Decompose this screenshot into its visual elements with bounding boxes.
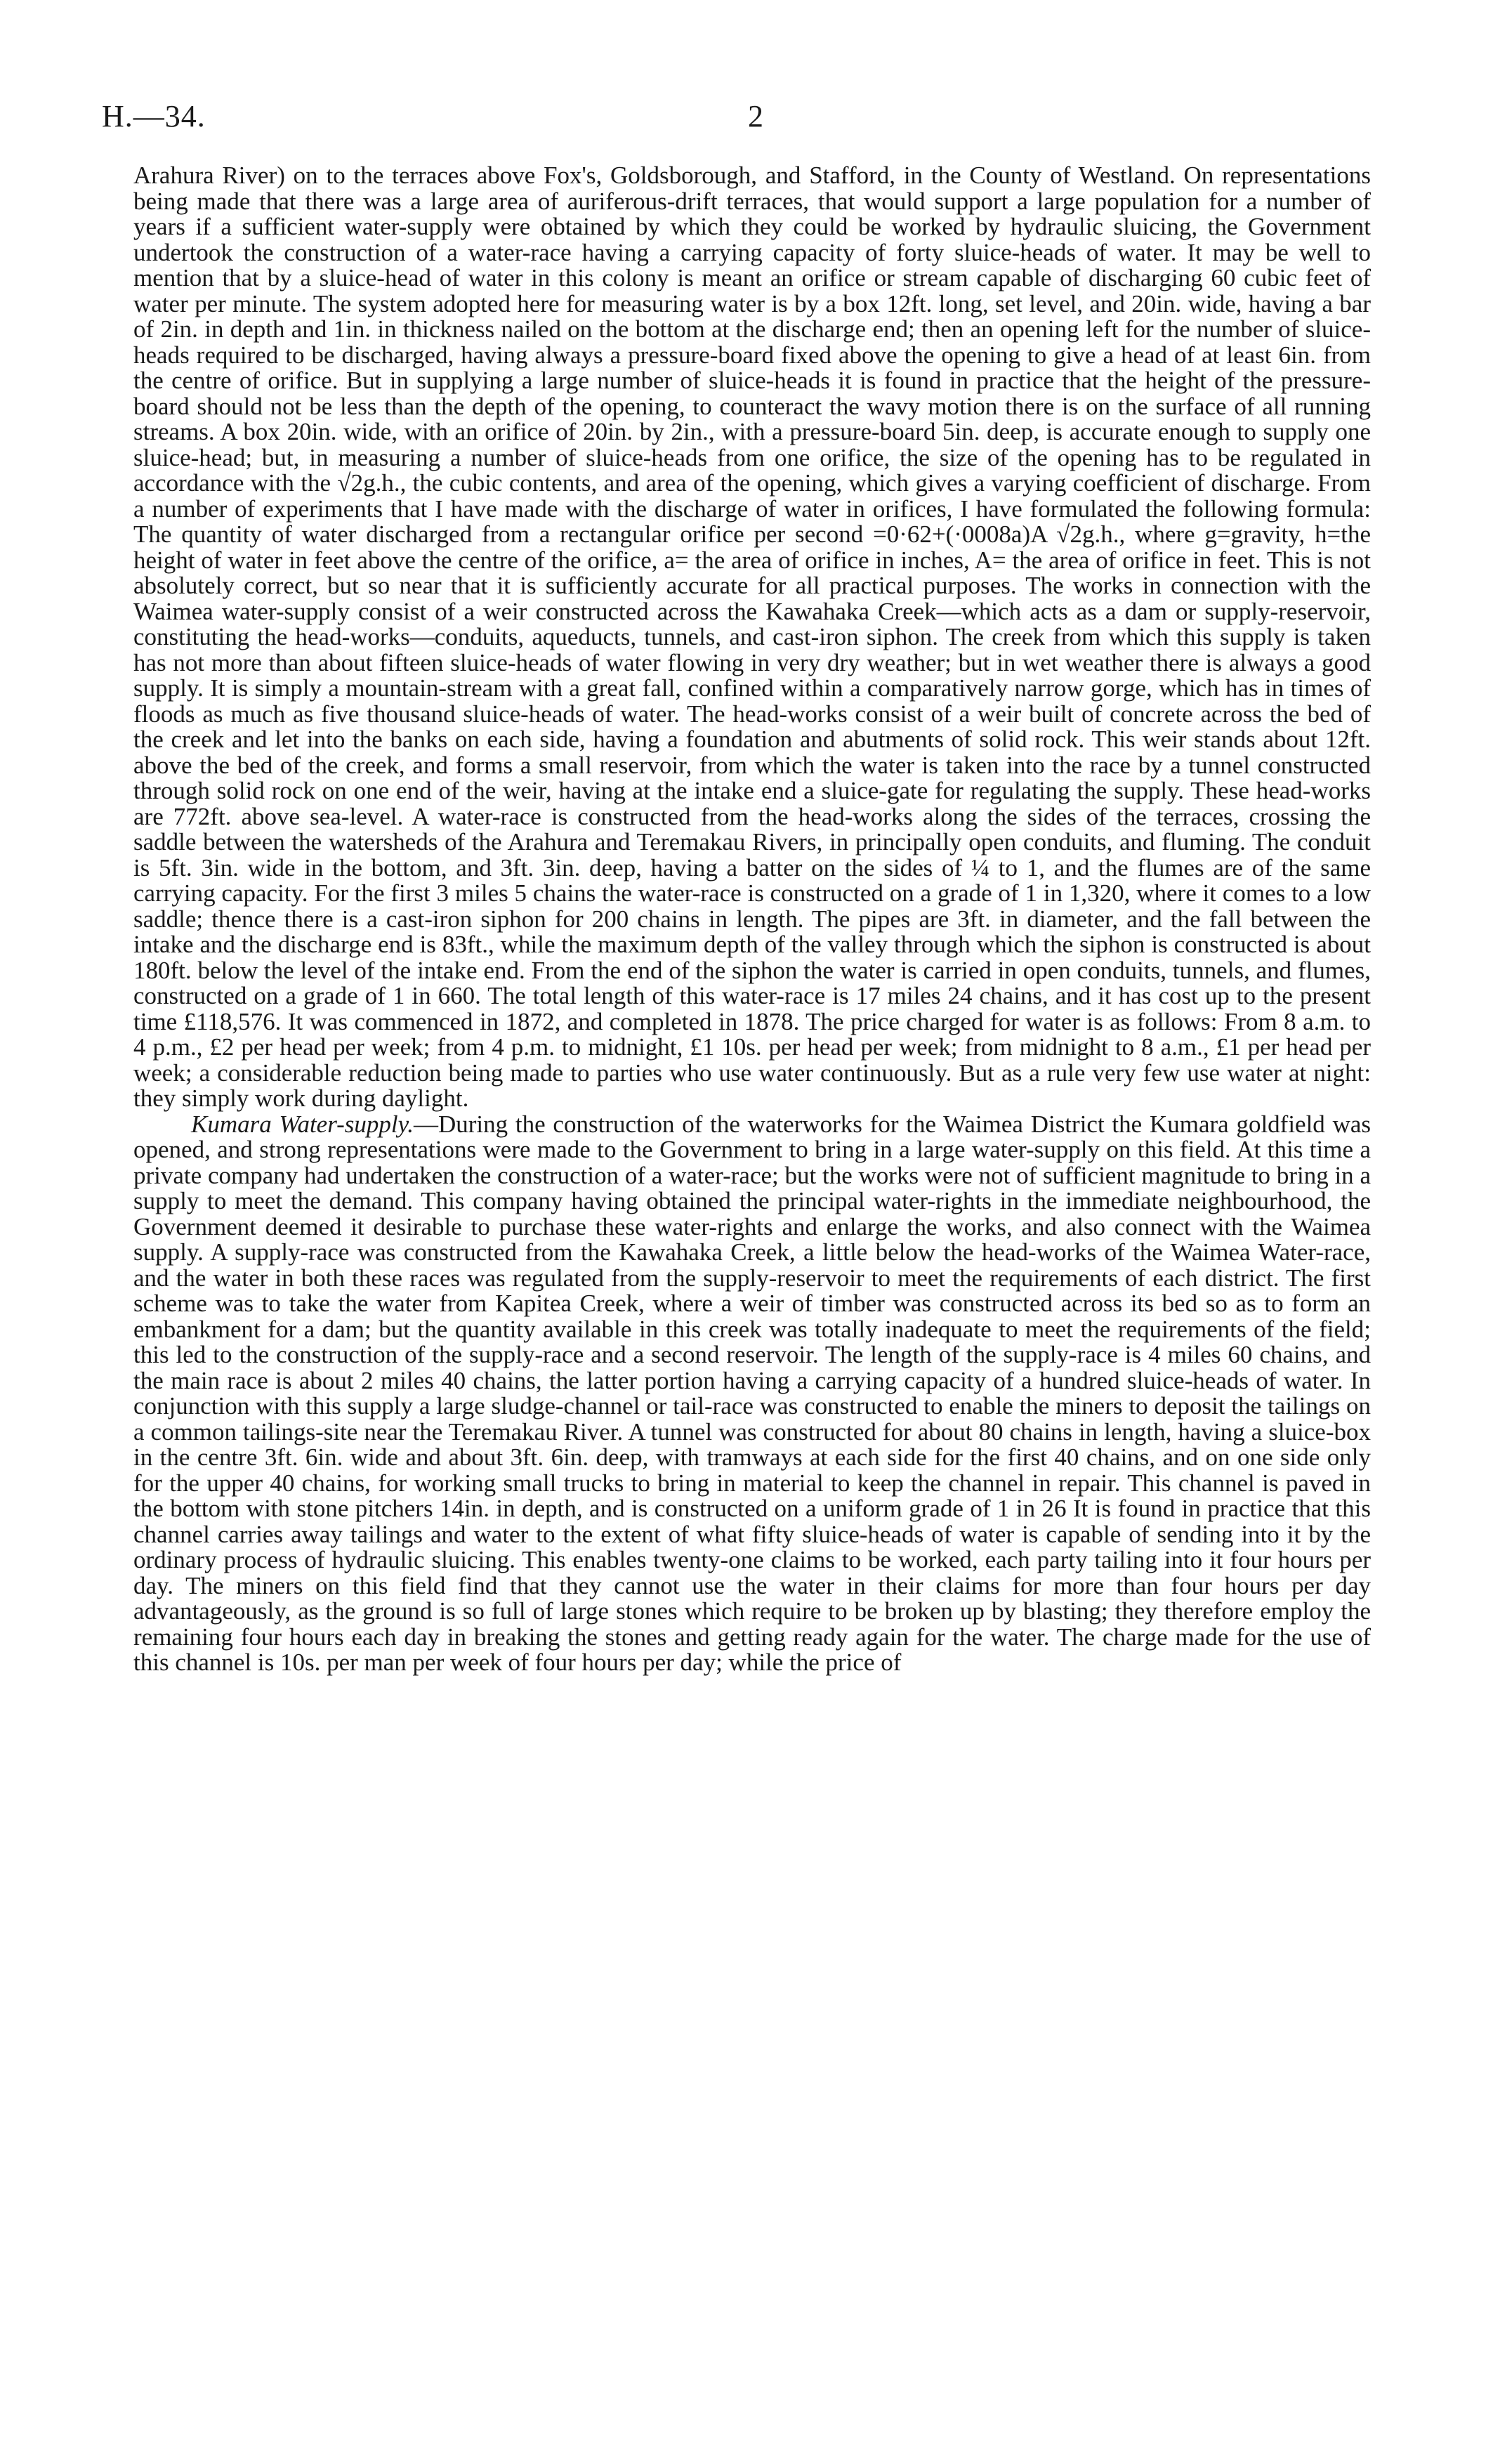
- page-header: [102, 98, 1373, 140]
- paragraph-text: —During the construction of the waterworks for the Waimea District the Kumara goldfield was opened, and strong representations were made to the Government to bring in a large water-supply on this field. At this time a private company had undertaken the construction of a water-race; but the works were not of sufficient magnitude to bring in a supply to meet the demand. This company having obtained the principal water-rights in the immediate neighbourhood, the Government deemed it desirable to purchase these water-rights and enlarge the works, and also connect with the Waimea supply. A supply-race was constructed from the Kawahaka Creek, a little below the head-works of the Waimea Water-race, and the water in both these races was regulated from the supply-reservoir to meet the requirements of each district. The first scheme was to take the water from Kapitea Creek, where a weir of timber was constructed across its bed so as to form an embankment for a dam; but the quantity available in this creek was totally inadequate to meet the requirements of the field; this led to the construction of the supply-race and a second reservoir. The length of the supply-race is 4 miles 60 chains, and the main race is about 2 miles 40 chains, the latter portion having a carrying capacity of a hundred sluice-heads of water. In conjunction with this supply a large sludge-channel or tail-race was constructed to enable the miners to deposit the tailings on a common tailings-site near the Teremakau River. A tunnel was constructed for about 80 chains in length, having a sluice-box in the centre 3ft. 6in. wide and about 3ft. 6in. deep, with tramways at each side for the first 40 chains, and on one side only for the upper 40 chains, for working small trucks to bring in material to keep the channel in repair. This channel is paved in the bottom with stone pitchers 14in. in depth, and is constructed on a uniform grade of 1 in 26 It is found in practice that this channel carries away tailings and water to the extent of what fifty sluice-heads of water is capable of sending into it by the ordinary process of hydraulic sluicing. This enables twenty-one claims to be worked, each party tailing into it four hours per day. The miners on this field find that they cannot use the water in their claims for more than four hours per day advantageously, as the ground is so full of large stones which require to be broken up by blasting; they therefore employ the remaining four hours each day in breaking the stones and getting ready again for the water. The charge made for the use of this channel is 10s. per man per week of four hours per day; while the price of: [133, 1110, 1371, 1676]
- document-id: H.—34.: [102, 99, 206, 133]
- page-number: 2: [748, 99, 763, 133]
- body-text: [133, 163, 1371, 1676]
- paragraph-kumara-water-supply: [133, 1112, 1371, 1676]
- paragraph-text: Arahura River) on to the terraces above Fox's, Goldsborough, and Stafford, in the County of Westland. On representations being made that there was a large area of auriferous-drift terraces, that would support a large population for a number of years if a sufficient water-supply were obtained by which they could be worked by hydraulic sluicing, the Government undertook the construction of a water-race having a carrying capacity of forty sluice-heads of water. It may be well to mention that by a sluice-head of water in this colony is meant an orifice or stream capable of discharging 60 cubic feet of water per minute. The system adopted here for measuring water is by a box 12ft. long, set level, and 20in. wide, having a bar of 2in. in depth and 1in. in thickness nailed on the bottom at the discharge end; then an opening left for the number of sluice-heads required to be discharged, having always a pressure-board fixed above the opening to give a head of at least 6in. from the centre of orifice. But in supplying a large number of sluice-heads it is found in practice that the height of the pressure-board should not be less than the depth of the opening, to counteract the wavy motion there is on the surface of all running streams. A box 20in. wide, with an orifice of 20in. by 2in., with a pressure-board 5in. deep, is accurate enough to supply one sluice-head; but, in measuring a number of sluice-heads from one orifice, the size of the opening has to be regulated in accordance with the √2g.h., the cubic contents, and area of the opening, which gives a varying coefficient of discharge. From a number of experiments that I have made with the discharge of water in orifices, I have formulated the following formula: The quantity of water discharged from a rectangular orifice per second =0·62+(·0008a)A √2g.h., where g=gravity, h=the height of water in feet above the centre of the orifice, a= the area of orifice in inches, A= the area of orifice in feet. This is not absolutely correct, but so near that it is sufficiently accurate for all practical purposes. The works in connection with the Waimea water-supply consist of a weir constructed across the Kawahaka Creek—which acts as a dam or supply-reservoir, constituting the head-works—conduits, aqueducts, tunnels, and cast-iron siphon. The creek from which this supply is taken has not more than about fifteen sluice-heads of water flowing in very dry weather; but in wet weather there is always a good supply. It is simply a mountain-stream with a great fall, confined within a comparatively narrow gorge, which has in times of floods as much as five thousand sluice-heads of water. The head-works consist of a weir built of concrete across the bed of the creek and let into the banks on each side, having a foundation and abutments of solid rock. This weir stands about 12ft. above the bed of the creek, and forms a small reservoir, from which the water is taken into the race by a tunnel constructed through solid rock on one end of the weir, having at the intake end a sluice-gate for regulating the supply. These head-works are 772ft. above sea-level. A water-race is constructed from the head-works along the sides of the terraces, crossing the saddle between the watersheds of the Arahura and Teremakau Rivers, in principally open conduits, and fluming. The conduit is 5ft. 3in. wide in the bottom, and 3ft. 3in. deep, having a batter on the sides of ¼ to 1, and the flumes are of the same carrying capacity. For the first 3 miles 5 chains the water-race is constructed on a grade of 1 in 1,320, where it comes to a low saddle; thence there is a cast-iron siphon for 200 chains in length. The pipes are 3ft. in diameter, and the fall between the intake and the discharge end is 83ft., while the maximum depth of the valley through which the siphon is constructed is about 180ft. below the level of the intake end. From the end of the siphon the water is carried in open conduits, tunnels, and flumes, constructed on a grade of 1 in 660. The total length of this water-race is 17 miles 24 chains, and it has cost up to the present time £118,576. It was commenced in 1872, and completed in 1878. The price charged for water is as follows: From 8 a.m. to 4 p.m., £2 per head per week; from 4 p.m. to midnight, £1 10s. per head per week; from midnight to 8 a.m., £1 per head per week; a considerable reduction being made to parties who use water continuously. But as a rule very few use water at night: they simply work during daylight.: [133, 162, 1371, 1112]
- paragraph-waimea-continuation: [133, 163, 1371, 1112]
- section-heading: Kumara Water-supply.: [191, 1110, 414, 1138]
